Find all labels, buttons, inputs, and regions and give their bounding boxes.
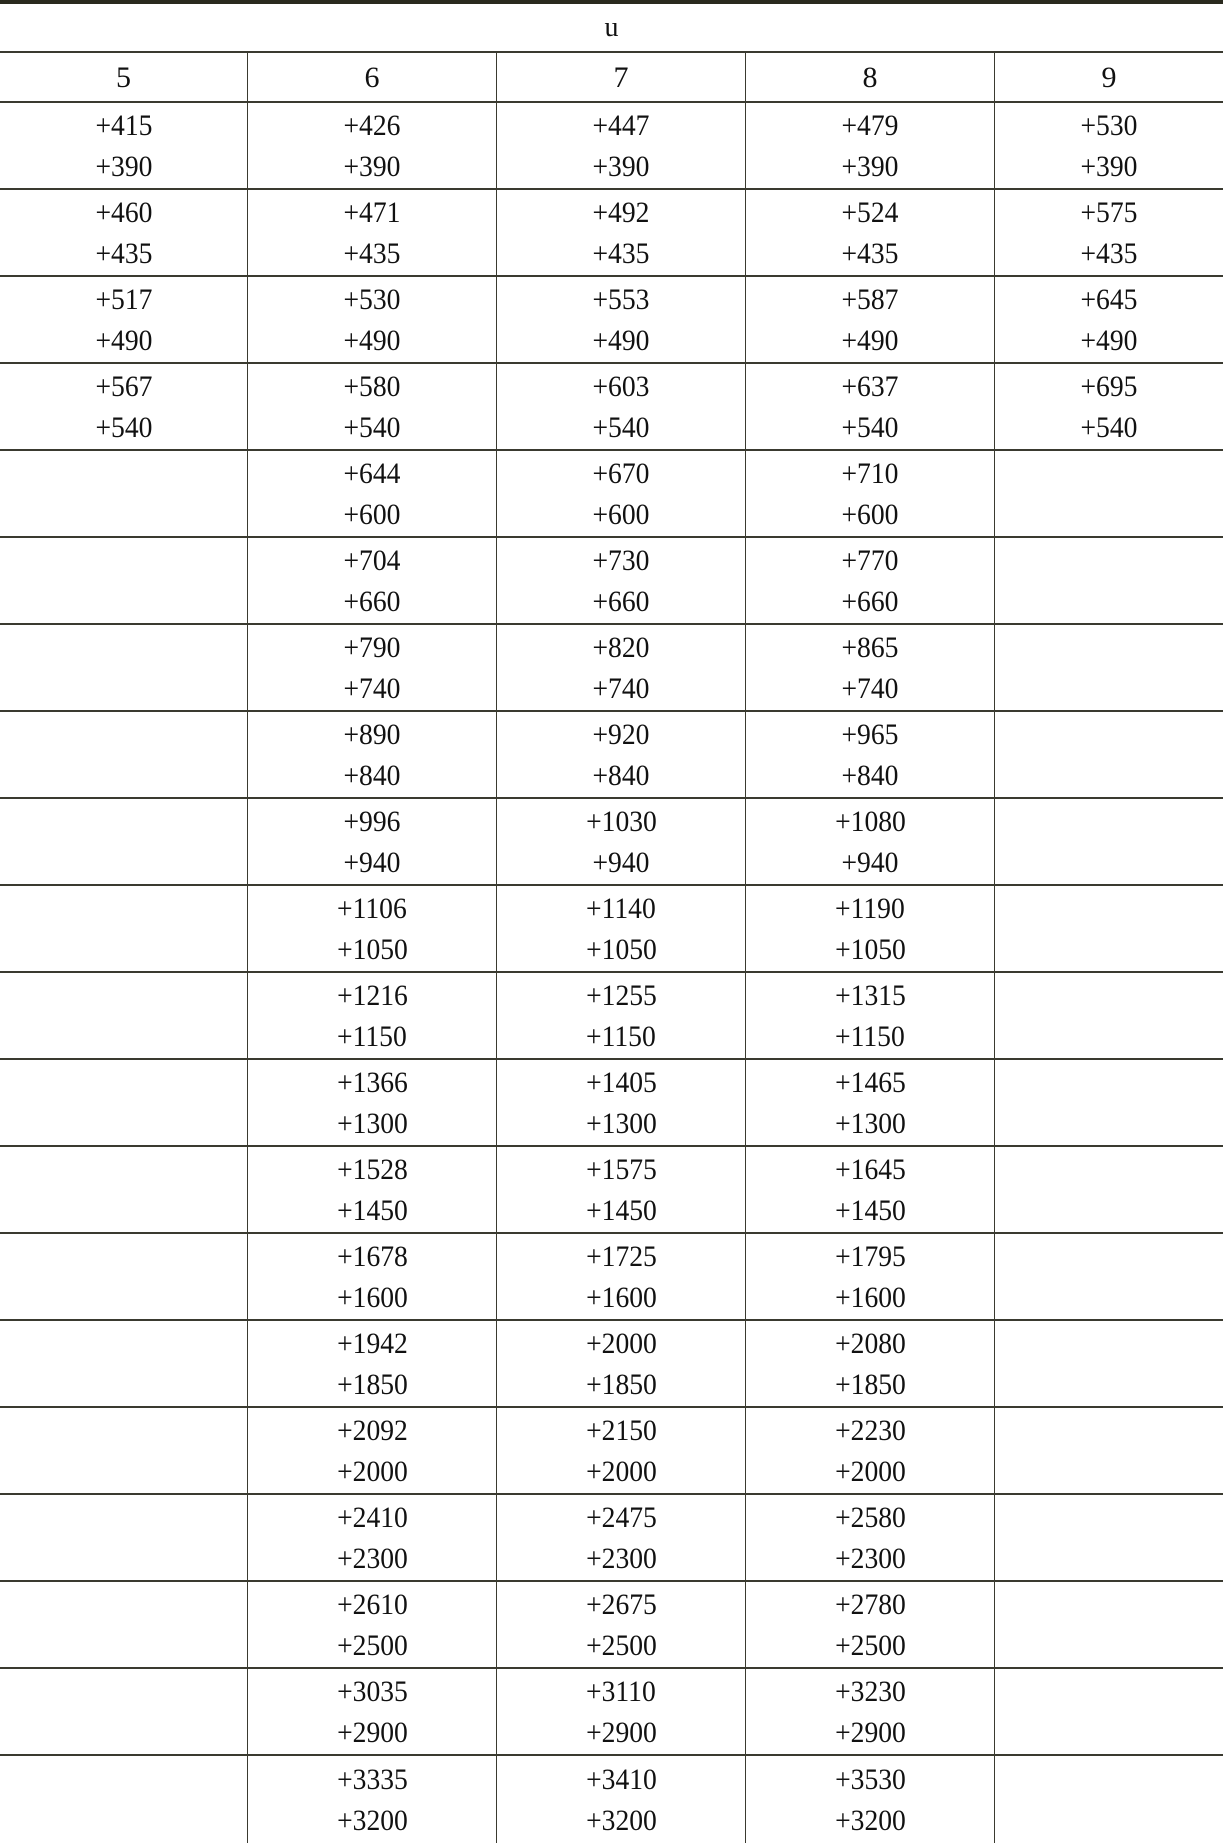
cell-upper-value: +603 (592, 369, 650, 403)
cell-lower-value: +1300 (585, 1106, 657, 1140)
table-cell (248, 1582, 497, 1667)
cell-lower-value: +390 (592, 149, 650, 183)
cell-lower-value: +2500 (834, 1628, 906, 1662)
cell-upper-value: +1678 (336, 1239, 408, 1273)
cell-upper-value: +524 (841, 195, 899, 229)
table-cell (0, 103, 248, 188)
table-cell (497, 277, 746, 362)
cell-lower-value: +1600 (336, 1280, 408, 1314)
table-cell (248, 1408, 497, 1493)
cell-lower-value: +390 (95, 149, 152, 183)
cell-upper-value: +996 (343, 804, 401, 838)
cell-upper-value: +1366 (336, 1065, 408, 1099)
table-cell (248, 1147, 497, 1232)
cell-lower-value: +600 (343, 497, 401, 531)
cell-upper-value: +2675 (585, 1587, 657, 1621)
table-cell (746, 1060, 995, 1145)
table-cell (248, 1060, 497, 1145)
cell-lower-value: +2000 (336, 1454, 408, 1488)
cell-upper-value: +1106 (337, 891, 407, 925)
table-cell (746, 1495, 995, 1580)
table-cell (746, 712, 995, 797)
cell-upper-value: +695 (1080, 369, 1138, 403)
table-cell (995, 103, 1223, 188)
cell-lower-value: +390 (1080, 149, 1138, 183)
cell-upper-value: +1030 (585, 804, 657, 838)
cell-lower-value: +540 (95, 410, 152, 444)
table-cell (248, 712, 497, 797)
cell-upper-value: +2150 (585, 1413, 657, 1447)
table-cell (497, 799, 746, 884)
table-cell (248, 1234, 497, 1319)
cell-upper-value: +553 (592, 282, 650, 316)
cell-lower-value: +540 (592, 410, 650, 444)
cell-upper-value: +3410 (585, 1762, 657, 1796)
table-row (0, 1756, 1223, 1843)
table-row (0, 886, 1223, 973)
table-row (0, 1321, 1223, 1408)
table-cell (746, 1756, 995, 1843)
table-cell (497, 364, 746, 449)
table-cell (746, 1582, 995, 1667)
cell-upper-value: +3530 (834, 1762, 906, 1796)
table-cell (248, 277, 497, 362)
table-cell (497, 1060, 746, 1145)
column-header: 6 (248, 53, 497, 101)
table-cell (746, 973, 995, 1058)
cell-lower-value: +1300 (834, 1106, 906, 1140)
table-cell (0, 451, 248, 536)
table-cell (248, 538, 497, 623)
cell-lower-value: +940 (343, 845, 401, 879)
table-cell (497, 712, 746, 797)
cell-lower-value: +2300 (834, 1541, 906, 1575)
table-title-row (0, 4, 1223, 53)
cell-lower-value: +740 (592, 671, 650, 705)
table-cell (0, 538, 248, 623)
cell-upper-value: +1080 (834, 804, 906, 838)
table-cell (995, 1060, 1223, 1145)
table-row (0, 712, 1223, 799)
cell-lower-value: +2000 (834, 1454, 906, 1488)
cell-lower-value: +2300 (336, 1541, 408, 1575)
table-cell (248, 451, 497, 536)
cell-lower-value: +1050 (834, 932, 906, 966)
cell-upper-value: +3335 (336, 1762, 408, 1796)
cell-lower-value: +840 (343, 758, 401, 792)
cell-lower-value: +390 (343, 149, 401, 183)
table-cell (248, 1321, 497, 1406)
cell-lower-value: +2300 (585, 1541, 657, 1575)
table-body (0, 103, 1223, 1843)
column-header-row (0, 53, 1223, 103)
table-cell (248, 190, 497, 275)
cell-upper-value: +1528 (336, 1152, 408, 1186)
table-cell (0, 1060, 248, 1145)
table-cell (0, 1321, 248, 1406)
cell-lower-value: +740 (841, 671, 899, 705)
cell-upper-value: +2230 (834, 1413, 906, 1447)
cell-lower-value: +1150 (337, 1019, 407, 1053)
table-cell (0, 1234, 248, 1319)
table-cell (497, 103, 746, 188)
cell-lower-value: +1850 (336, 1367, 408, 1401)
table-cell (995, 973, 1223, 1058)
table-cell (497, 973, 746, 1058)
cell-upper-value: +587 (841, 282, 899, 316)
cell-lower-value: +540 (841, 410, 899, 444)
table-cell (497, 451, 746, 536)
table-row (0, 1495, 1223, 1582)
table-cell (746, 190, 995, 275)
table-row (0, 625, 1223, 712)
cell-upper-value: +575 (1080, 195, 1138, 229)
table-cell (0, 1495, 248, 1580)
cell-upper-value: +2780 (834, 1587, 906, 1621)
cell-lower-value: +1050 (585, 932, 657, 966)
table-cell (497, 1321, 746, 1406)
table-row (0, 451, 1223, 538)
cell-lower-value: +3200 (585, 1803, 657, 1837)
table-cell (0, 1147, 248, 1232)
cell-lower-value: +2900 (585, 1715, 657, 1749)
cell-lower-value: +490 (592, 323, 650, 357)
table-cell (248, 973, 497, 1058)
cell-upper-value: +704 (343, 543, 401, 577)
table-cell (497, 1234, 746, 1319)
table-cell (746, 1408, 995, 1493)
cell-lower-value: +1450 (585, 1193, 657, 1227)
cell-upper-value: +1190 (835, 891, 905, 925)
cell-lower-value: +660 (592, 584, 650, 618)
table-cell (0, 886, 248, 971)
table-cell (0, 973, 248, 1058)
cell-upper-value: +1942 (336, 1326, 408, 1360)
table-row (0, 1060, 1223, 1147)
cell-upper-value: +2610 (336, 1587, 408, 1621)
cell-upper-value: +517 (95, 282, 152, 316)
table-cell (746, 886, 995, 971)
cell-upper-value: +645 (1080, 282, 1138, 316)
table-cell (995, 1756, 1223, 1843)
table-cell (995, 190, 1223, 275)
cell-upper-value: +1140 (586, 891, 656, 925)
cell-upper-value: +1645 (834, 1152, 906, 1186)
table-cell (0, 190, 248, 275)
cell-upper-value: +530 (343, 282, 401, 316)
cell-upper-value: +447 (592, 108, 650, 142)
table-cell (497, 886, 746, 971)
table-cell (995, 625, 1223, 710)
cell-upper-value: +530 (1080, 108, 1138, 142)
table-row (0, 1669, 1223, 1756)
cell-upper-value: +965 (841, 717, 899, 751)
table-cell (497, 1669, 746, 1754)
cell-lower-value: +435 (95, 236, 152, 270)
table-row (0, 364, 1223, 451)
cell-lower-value: +435 (592, 236, 650, 270)
cell-lower-value: +1850 (585, 1367, 657, 1401)
table-cell (497, 1147, 746, 1232)
column-header: 9 (1101, 60, 1117, 94)
cell-upper-value: +460 (95, 195, 152, 229)
cell-lower-value: +435 (841, 236, 899, 270)
cell-upper-value: +1575 (585, 1152, 657, 1186)
table-cell (746, 538, 995, 623)
table-cell (746, 625, 995, 710)
table-cell (746, 799, 995, 884)
cell-upper-value: +415 (95, 108, 152, 142)
table-cell (248, 103, 497, 188)
cell-upper-value: +920 (592, 717, 650, 751)
table-cell (995, 451, 1223, 536)
table-cell (0, 1408, 248, 1493)
table-row (0, 1234, 1223, 1321)
cell-lower-value: +940 (592, 845, 650, 879)
cell-upper-value: +3035 (336, 1674, 408, 1708)
cell-upper-value: +1725 (585, 1239, 657, 1273)
table-cell (248, 799, 497, 884)
table-cell (995, 712, 1223, 797)
cell-upper-value: +670 (592, 456, 650, 490)
cell-upper-value: +710 (841, 456, 899, 490)
cell-upper-value: +580 (343, 369, 401, 403)
table-cell (746, 103, 995, 188)
table-cell (0, 1756, 248, 1843)
table-cell (995, 886, 1223, 971)
table-cell (746, 277, 995, 362)
cell-lower-value: +2500 (336, 1628, 408, 1662)
table-cell (497, 1582, 746, 1667)
table-cell (995, 364, 1223, 449)
table-row (0, 103, 1223, 190)
cell-lower-value: +660 (841, 584, 899, 618)
table-cell (995, 1582, 1223, 1667)
cell-lower-value: +740 (343, 671, 401, 705)
table-row (0, 190, 1223, 277)
table-row (0, 799, 1223, 886)
table-cell (497, 1756, 746, 1843)
cell-upper-value: +2000 (585, 1326, 657, 1360)
cell-lower-value: +2500 (585, 1628, 657, 1662)
cell-lower-value: +840 (841, 758, 899, 792)
table-cell (746, 1321, 995, 1406)
table-cell (0, 799, 248, 884)
cell-lower-value: +435 (1080, 236, 1138, 270)
cell-upper-value: +790 (343, 630, 401, 664)
table-row (0, 1582, 1223, 1669)
cell-lower-value: +1050 (336, 932, 408, 966)
table-cell (995, 1495, 1223, 1580)
table-cell (995, 1234, 1223, 1319)
table-cell (995, 1408, 1223, 1493)
cell-lower-value: +390 (841, 149, 899, 183)
cell-lower-value: +1150 (835, 1019, 905, 1053)
cell-lower-value: +2000 (585, 1454, 657, 1488)
cell-upper-value: +770 (841, 543, 899, 577)
table-row (0, 538, 1223, 625)
cell-upper-value: +471 (343, 195, 401, 229)
table-cell (248, 364, 497, 449)
cell-lower-value: +1600 (585, 1280, 657, 1314)
cell-lower-value: +540 (1080, 410, 1138, 444)
table-cell (746, 364, 995, 449)
table-cell (746, 1234, 995, 1319)
cell-lower-value: +1850 (834, 1367, 906, 1401)
cell-lower-value: +490 (343, 323, 401, 357)
table-row (0, 1147, 1223, 1234)
cell-upper-value: +1795 (834, 1239, 906, 1273)
cell-lower-value: +490 (95, 323, 152, 357)
cell-lower-value: +1600 (834, 1280, 906, 1314)
cell-lower-value: +490 (1080, 323, 1138, 357)
cell-upper-value: +2092 (336, 1413, 408, 1447)
table-title: u (604, 11, 619, 43)
table-cell (248, 886, 497, 971)
cell-upper-value: +2580 (834, 1500, 906, 1534)
cell-upper-value: +820 (592, 630, 650, 664)
table-cell (995, 1669, 1223, 1754)
cell-lower-value: +3200 (336, 1803, 408, 1837)
cell-upper-value: +1315 (834, 978, 906, 1012)
table-cell (248, 1756, 497, 1843)
table-cell (0, 712, 248, 797)
table-cell (995, 799, 1223, 884)
table-cell (0, 1669, 248, 1754)
cell-lower-value: +2900 (336, 1715, 408, 1749)
cell-upper-value: +637 (841, 369, 899, 403)
table-cell (497, 625, 746, 710)
cell-upper-value: +730 (592, 543, 650, 577)
table-cell (248, 1669, 497, 1754)
cell-lower-value: +840 (592, 758, 650, 792)
table-cell (0, 364, 248, 449)
cell-lower-value: +2900 (834, 1715, 906, 1749)
table-cell (995, 277, 1223, 362)
cell-lower-value: +490 (841, 323, 899, 357)
table-cell (746, 451, 995, 536)
cell-upper-value: +2410 (336, 1500, 408, 1534)
table-cell (248, 625, 497, 710)
column-header: 5 (0, 53, 248, 101)
cell-lower-value: +940 (841, 845, 899, 879)
cell-upper-value: +1216 (336, 978, 408, 1012)
table-cell (497, 538, 746, 623)
column-header: 7 (497, 53, 746, 101)
table-cell (0, 277, 248, 362)
cell-upper-value: +2475 (585, 1500, 657, 1534)
cell-lower-value: +600 (841, 497, 899, 531)
table-row (0, 1408, 1223, 1495)
cell-lower-value: +435 (343, 236, 401, 270)
table-cell (746, 1147, 995, 1232)
cell-upper-value: +3230 (834, 1674, 906, 1708)
cell-upper-value: +890 (343, 717, 401, 751)
table-row (0, 277, 1223, 364)
cell-upper-value: +1465 (834, 1065, 906, 1099)
table-cell (0, 1582, 248, 1667)
table-row (0, 973, 1223, 1060)
column-header: 8 (746, 53, 995, 101)
cell-upper-value: +567 (95, 369, 152, 403)
table-cell (0, 625, 248, 710)
cell-upper-value: +426 (343, 108, 401, 142)
cell-upper-value: +865 (841, 630, 899, 664)
table-cell (497, 190, 746, 275)
cell-upper-value: +479 (841, 108, 899, 142)
cell-upper-value: +2080 (834, 1326, 906, 1360)
table-cell (995, 1321, 1223, 1406)
table-cell (248, 1495, 497, 1580)
cell-upper-value: +1405 (585, 1065, 657, 1099)
cell-lower-value: +1450 (834, 1193, 906, 1227)
table-cell (497, 1408, 746, 1493)
cell-lower-value: +660 (343, 584, 401, 618)
table-cell (995, 1147, 1223, 1232)
table-cell (995, 538, 1223, 623)
cell-upper-value: +492 (592, 195, 650, 229)
cell-lower-value: +600 (592, 497, 650, 531)
cell-upper-value: +644 (343, 456, 401, 490)
table-cell (497, 1495, 746, 1580)
cell-lower-value: +540 (343, 410, 401, 444)
cell-lower-value: +1300 (336, 1106, 408, 1140)
cell-upper-value: +1255 (585, 978, 657, 1012)
cell-lower-value: +3200 (834, 1803, 906, 1837)
cell-upper-value: +3110 (586, 1674, 656, 1708)
table-cell (746, 1669, 995, 1754)
cell-lower-value: +1450 (336, 1193, 408, 1227)
cell-lower-value: +1150 (586, 1019, 656, 1053)
